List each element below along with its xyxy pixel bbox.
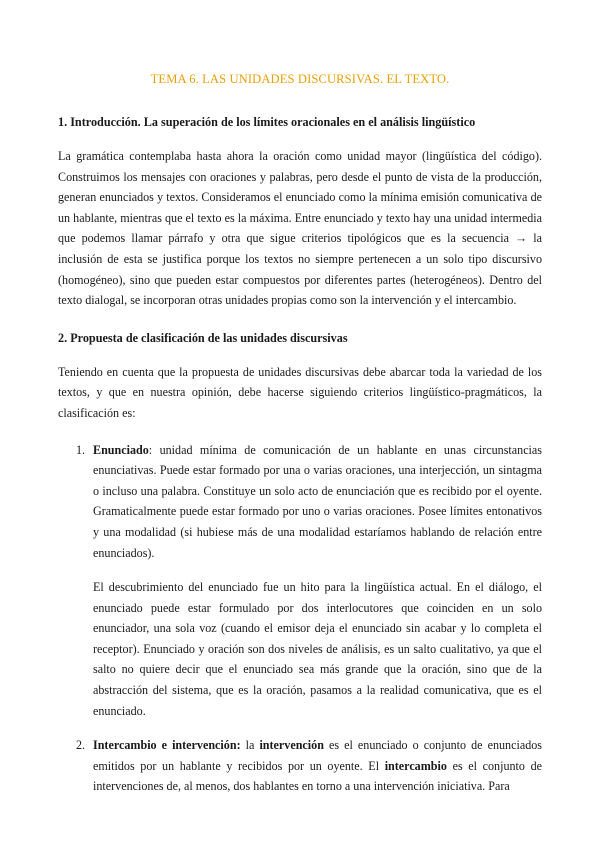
enunciado-paragraph-2: El descubrimiento del enunciado fue un hito para la lingüística actual. En el diálogo, el enunciado puede estar formulado por dos interlocutores que coinciden en un solo enunciador, una sola voz (cuando el emisor deja el enunciado sin acabar y lo completa el receptor). Enunciado y oración son dos niveles de análisis, es un salto cualitativo, ya que el salto no quiere decir que el enunciado sea más grande que la oración, sino que de la abstracción del sistema, que es la oración, pasamos a la realidad comunicativa, que es el enunciado. [93, 580, 542, 718]
section1-paragraph: La gramática contemplaba hasta ahora la oración como unidad mayor (lingüística del código). Construimos los mensajes con oraciones y palabras, pero desde el punto de vista de la producción, generan enunciados y textos. Consideramos el enunciado como la mínima emisión comunicativa de un hablante, mientras que el texto es la máxima. Entre enunciado y texto hay una unidad intermedia que podemos llamar párrafo y otra que sigue criterios tipológicos que es la secuencia → la inclusión de esta se justifica porque los textos no siempre pertenecen a un solo tipo discursivo (homogéneo), sino que pueden estar compuestos por diferentes partes (heterogéneos). Dentro del texto dialogal, se incorporan otras unidades propias como son la intervención y el intercambio. [58, 149, 542, 308]
intercambio-text-b: es el enunciado o conjunto de enunciados emitidos por un hablante y recibidos por un oyente. El [93, 738, 542, 773]
list-item-enunciado [58, 440, 542, 722]
term-intercambio: intercambio [384, 758, 447, 773]
document-title: TEMA 6. LAS UNIDADES DISCURSIVAS. EL TEXTO. [150, 72, 450, 86]
enunciado-paragraph [93, 440, 542, 564]
section2-intro: Teniendo en cuenta que la propuesta de unidades discursivas debe abarcar toda la variedad de los textos, y que en nuestra opinión, debe hacerse siguiendo criterios lingüístico-pragmáticos, la clasificación es: [58, 364, 542, 420]
intercambio-text-a: la [240, 738, 260, 753]
enunciado-definition: : unidad mínima de comunicación de un hablante en unas circunstancias enunciativas. Puede estar formado por una o varias oraciones, una interjección, un sintagma o incluso una palabra. Constituye un solo acto de enunciación que es recibido por el oyente. Gramaticalmente puede estar formado por uno o varias oraciones. Posee límites entonativos y una modalidad (si hubiese más de una modalidad estaríamos hablando de relación entre enunciados). [93, 442, 542, 560]
term-intervencion: intervención [259, 738, 324, 753]
list-item-number: 2. [76, 738, 86, 753]
intercambio-paragraph [93, 735, 542, 797]
intercambio-text-c: es el conjunto de intervenciones de, al menos, dos hablantes en torno a una intervención iniciativa. Para [93, 758, 542, 794]
term-enunciado: Enunciado [93, 442, 149, 457]
section1-heading: 1. Introducción. La superación de los límites oracionales en el análisis lingüístico [58, 115, 476, 129]
section2-heading: 2. Propuesta de clasificación de las unidades discursivas [58, 330, 348, 345]
term-intercambio-intervencion: Intercambio e intervención: [93, 738, 241, 753]
list-item-intercambio [58, 735, 542, 797]
units-list [58, 440, 542, 798]
list-item-number: 1. [76, 442, 86, 457]
